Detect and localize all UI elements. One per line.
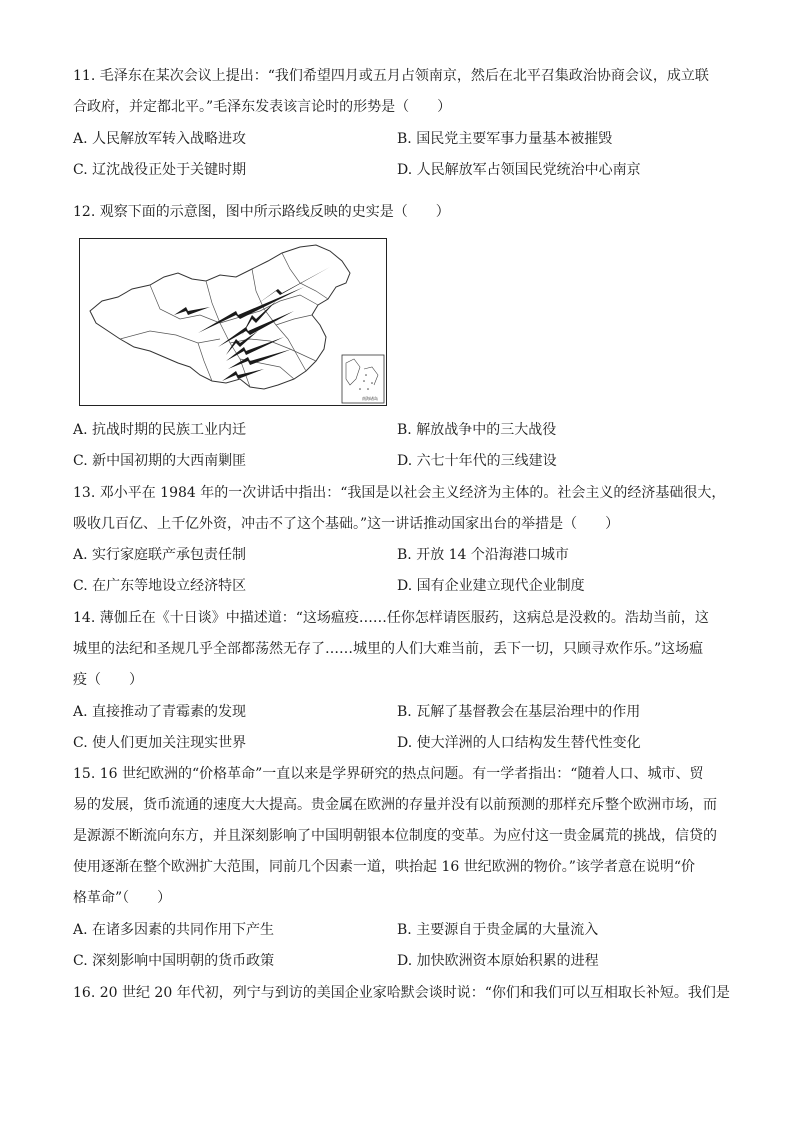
route-arrow-2 <box>198 287 304 333</box>
q15-stem-line-2: 易的发展，货币流通的速度大大提高。贵金属在欧洲的存量并没有以前预测的那样充斥整个欧洲市场，而 <box>73 797 717 813</box>
q11-option-b[interactable]: B. 国民党主要军事力量基本被摧毁 <box>397 131 613 147</box>
q14-stem-line-2: 城里的法纪和圣规几乎全部都荡然无存了……城里的人们大难当前，丢下一切，只顾寻欢作乐。”这场瘟 <box>73 641 704 657</box>
q12-option-b[interactable]: B. 解放战争中的三大战役 <box>397 422 557 438</box>
q11-option-d[interactable]: D. 人民解放军占领国民党统治中心南京 <box>397 162 641 178</box>
q12-option-d[interactable]: D. 六七十年代的三线建设 <box>397 453 557 469</box>
china-map-figure <box>80 239 386 405</box>
q13-option-d[interactable]: D. 国有企业建立现代企业制度 <box>397 578 585 594</box>
q13-stem-line-1: 13. 邓小平在 1984 年的一次讲话中指出：“我国是以社会主义经济为主体的。社会主义的经济基础很大， <box>73 485 726 501</box>
q11-option-a[interactable]: A. 人民解放军转入战略进攻 <box>73 131 247 147</box>
q13-stem-line-2: 吸收几百亿、上千亿外资，冲击不了这个基础。”这一讲话推动国家出台的举措是（ ） <box>73 516 620 532</box>
q15-option-c[interactable]: C. 深刻影响中国明朝的货币政策 <box>73 953 275 969</box>
china-outline <box>90 245 350 389</box>
q11-stem-line-1: 11. 毛泽东在某次会议上提出：“我们希望四月或五月占领南京，然后在北平召集政治协商会议，成立联 <box>73 68 709 84</box>
q15-stem-line-1: 15. 16 世纪欧洲的“价格革命”一直以来是学界研究的热点问题。有一学者指出：“随着人口、城市、贸 <box>73 766 704 782</box>
q15-option-b[interactable]: B. 主要源自于贵金属的大量流入 <box>397 922 599 938</box>
q14-option-c[interactable]: C. 使人们更加关注现实世界 <box>73 735 247 751</box>
q13-option-a[interactable]: A. 实行家庭联产承包责任制 <box>73 547 247 563</box>
q15-stem-line-3: 是源源不断流向东方，并且深刻影响了中国明朝银本位制度的变革。为应付这一贵金属荒的挑战，信贷的 <box>73 828 717 844</box>
q16-stem-line-1: 16. 20 世纪 20 年代初，列宁与到访的美国企业家哈默会谈时说：“你们和我们可以互相取长补短。我们是 <box>73 985 730 1001</box>
q14-option-d[interactable]: D. 使大洋洲的人口结构发生替代性变化 <box>397 735 641 751</box>
route-arrow-4 <box>226 337 284 361</box>
q11-stem-line-2: 合政府，并定都北平。”毛泽东发表该言论时的形势是（ ） <box>73 99 452 115</box>
q14-option-a[interactable]: A. 直接推动了青霉素的发现 <box>73 704 247 720</box>
q12-option-c[interactable]: C. 新中国初期的大西南剿匪 <box>73 453 247 469</box>
route-arrows <box>174 267 330 381</box>
q12-stem-line-1: 12. 观察下面的示意图，图中所示路线反映的史实是（ ） <box>73 204 450 220</box>
q13-option-b[interactable]: B. 开放 14 个沿海港口城市 <box>397 547 569 563</box>
south-sea-inset <box>342 355 384 403</box>
q15-option-d[interactable]: D. 加快欧洲资本原始积累的进程 <box>397 953 599 969</box>
route-arrow-6 <box>222 369 264 381</box>
q15-option-a[interactable]: A. 在诸多因素的共同作用下产生 <box>73 922 275 938</box>
q12-option-a[interactable]: A. 抗战时期的民族工业内迁 <box>73 422 247 438</box>
q15-stem-line-5: 格革命”（ ） <box>73 890 172 906</box>
inset-caption: 南海诸岛 <box>362 396 378 401</box>
q14-stem-line-1: 14. 薄伽丘在《十日谈》中描述道：“这场瘟疫……任你怎样请医服药，这病总是没救的。浩劫当前，这 <box>73 610 709 626</box>
q14-option-b[interactable]: B. 瓦解了基督教会在基层治理中的作用 <box>397 704 641 720</box>
q13-option-c[interactable]: C. 在广东等地设立经济特区 <box>73 578 247 594</box>
route-arrow-9 <box>174 307 210 315</box>
q15-stem-line-4: 使用逐渐在整个欧洲扩大范围，同前几个因素一道，哄抬起 16 世纪欧洲的物价。”该学者意在说明“价 <box>73 859 696 875</box>
q11-option-c[interactable]: C. 辽沈战役正处于关键时期 <box>73 162 247 178</box>
china-route-map <box>79 238 387 406</box>
q14-stem-line-3: 疫（ ） <box>73 672 143 688</box>
